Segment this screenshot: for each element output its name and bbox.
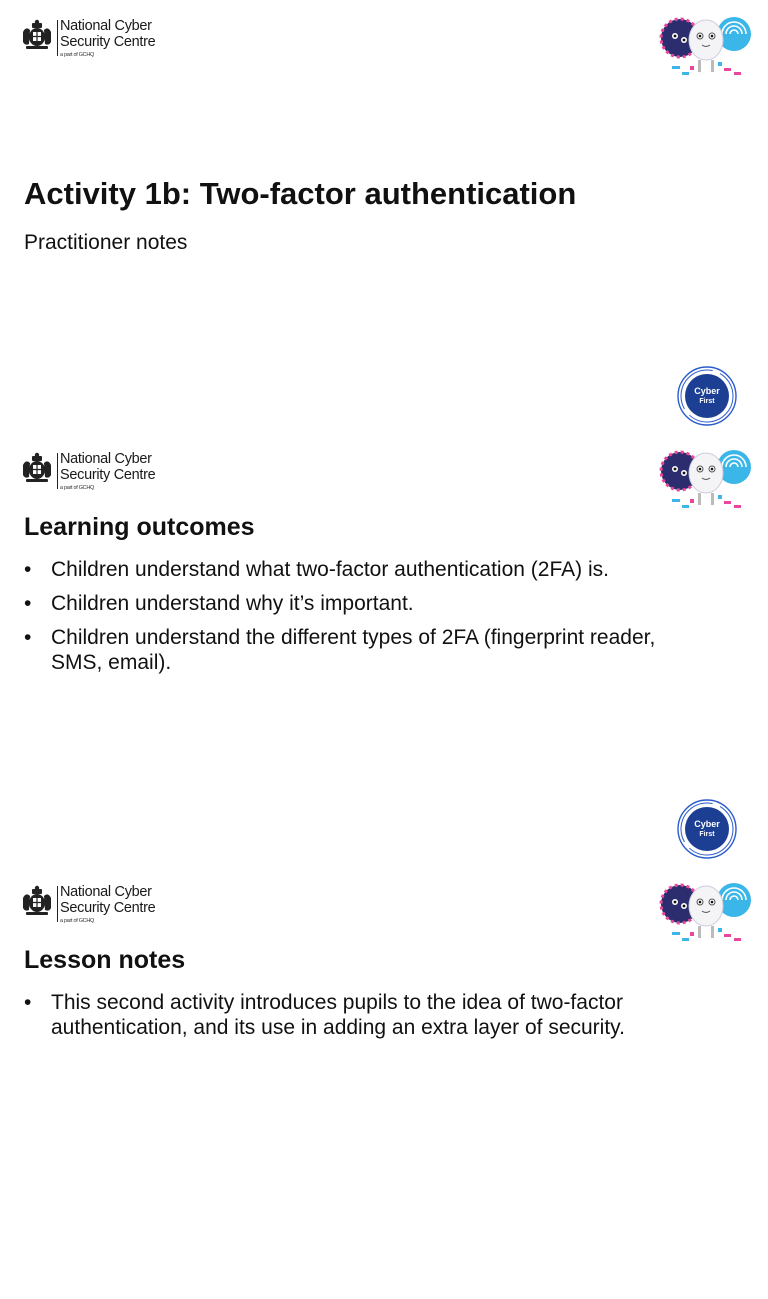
logo-name-line2: Security Centre — [60, 467, 156, 483]
bullet-icon: • — [24, 558, 32, 581]
list-item-text: Children understand why it’s important. — [51, 592, 414, 615]
bullet-icon: • — [24, 592, 32, 615]
logo-name-line1: National Cyber — [60, 18, 152, 34]
royal-crest-icon — [20, 884, 54, 918]
royal-crest-icon — [20, 451, 54, 485]
badge-text-line2: First — [699, 831, 715, 838]
slide-title — [0, 0, 768, 433]
logo-name-line2: Security Centre — [60, 900, 156, 916]
slide-lesson-notes — [0, 866, 768, 1299]
logo-name-line1: National Cyber — [60, 884, 152, 900]
logo-text — [60, 884, 155, 925]
page-title: Activity 1b: Two-factor authentication — [24, 176, 577, 211]
learning-outcomes-list — [24, 557, 684, 684]
logo-divider — [57, 453, 58, 489]
slide-learning-outcomes — [0, 433, 768, 866]
list-item — [24, 990, 684, 1040]
cyber-characters-illustration — [660, 876, 752, 944]
logo-divider — [57, 20, 58, 56]
badge-text-line2: First — [699, 398, 715, 405]
list-item — [24, 557, 684, 582]
logo-divider — [57, 886, 58, 922]
lesson-notes-list — [24, 990, 684, 1049]
cyberfirst-badge — [676, 365, 738, 427]
list-item — [24, 591, 684, 616]
logo-name-line2: Security Centre — [60, 34, 156, 50]
logo-text — [60, 18, 155, 59]
badge-text-line1: Cyber — [694, 386, 720, 396]
section-heading: Lesson notes — [24, 946, 186, 974]
section-heading: Learning outcomes — [24, 513, 255, 541]
bullet-icon: • — [24, 991, 32, 1014]
logo-gchq-tagline: a part of GCHQ — [60, 918, 95, 924]
page-subtitle: Practitioner notes — [24, 231, 188, 254]
list-item-text: Children understand the different types of 2FA (fingerprint reader, SMS, email). — [51, 626, 656, 674]
cyber-characters-illustration — [660, 10, 752, 78]
ncsc-logo — [20, 18, 170, 62]
logo-text — [60, 451, 155, 492]
badge-text-line1: Cyber — [694, 819, 720, 829]
logo-gchq-tagline: a part of GCHQ — [60, 485, 95, 491]
logo-name-line1: National Cyber — [60, 451, 152, 467]
cyberfirst-badge — [676, 798, 738, 860]
ncsc-logo — [20, 884, 170, 928]
bullet-icon: • — [24, 626, 32, 649]
logo-gchq-tagline: a part of GCHQ — [60, 52, 95, 58]
cyber-characters-illustration — [660, 443, 752, 511]
list-item — [24, 625, 684, 675]
list-item-text: Children understand what two-factor authentication (2FA) is. — [51, 558, 609, 581]
ncsc-logo — [20, 451, 170, 495]
royal-crest-icon — [20, 18, 54, 52]
list-item-text: This second activity introduces pupils to the idea of two-factor authentication, and its use in adding an extra layer of security. — [51, 991, 625, 1039]
